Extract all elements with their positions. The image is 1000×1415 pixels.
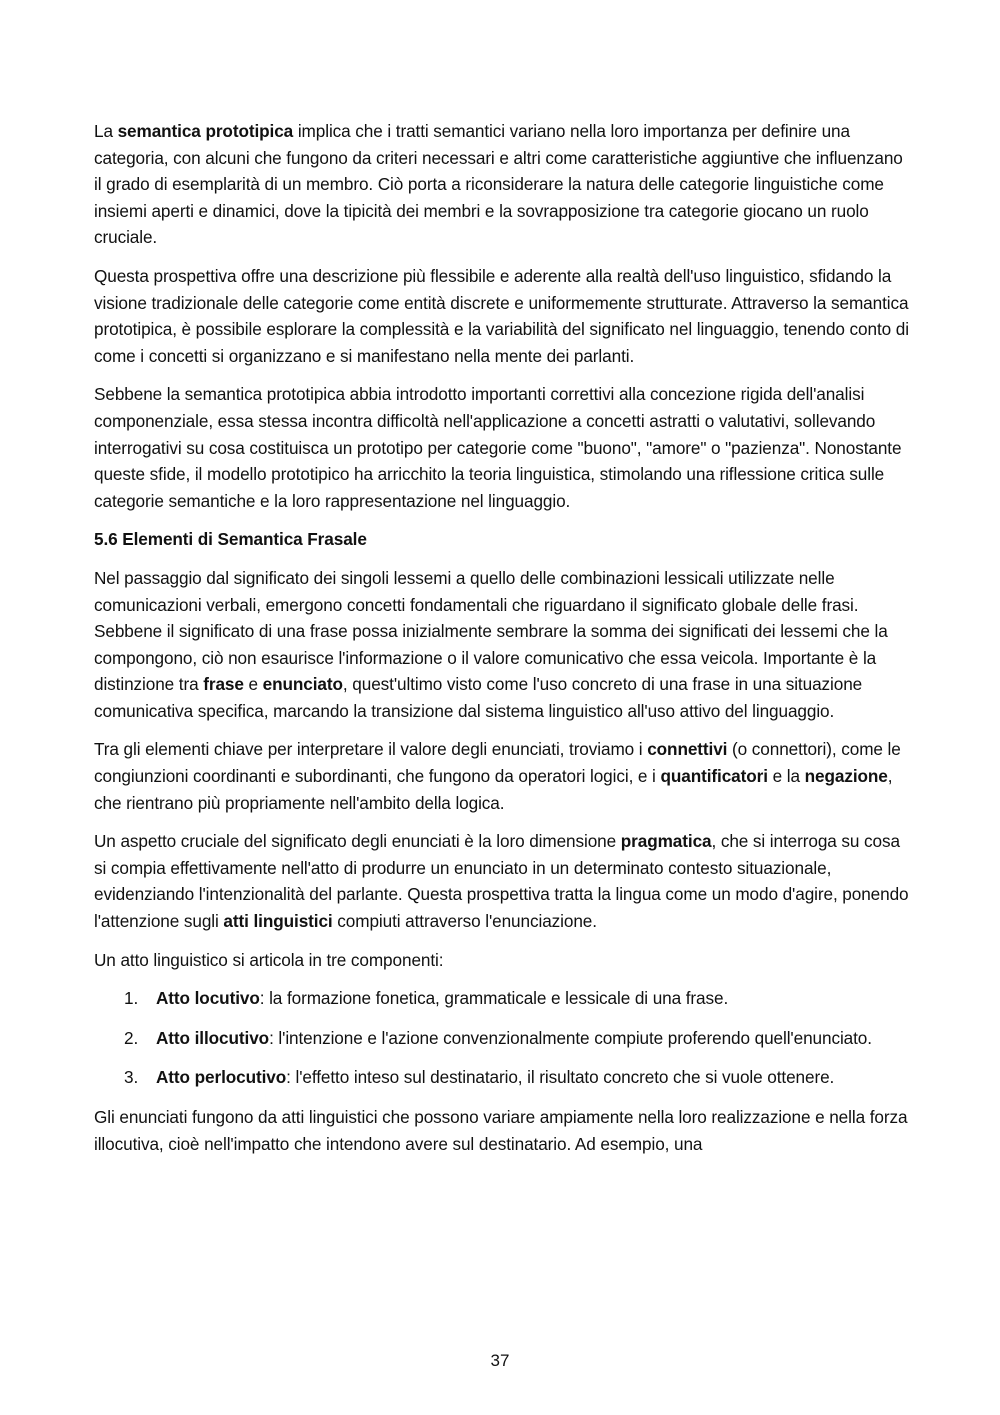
list-number: 2.	[124, 1027, 139, 1048]
bold-term: Atto illocutivo	[156, 1027, 270, 1048]
bold-term: connettivi	[647, 739, 728, 760]
bold-term: quantificatori	[660, 766, 768, 787]
bold-term: frase	[203, 674, 244, 695]
text-run: e la	[767, 766, 805, 787]
text-run: Un aspetto cruciale del significato degli enunciati è la loro dimensione	[94, 831, 621, 852]
text-run: : la formazione fonetica, grammaticale e lessicale di una frase.	[259, 988, 729, 1009]
paragraph-limits: Sebbene la semantica prototipica abbia introdotto importanti correttivi alla concezione rigida dell'analisi componenziale, essa stessa incontra difficoltà nell'applicazione a concetti astratti o valutativi, sollevando interrogativi su cosa costituisca un prototipo per categorie come "buono", "amore" o "pazienza". Nonostante queste sfide, il modello prototipico ha arricchito la teoria linguistica, stimolando una riflessione critica sulle categorie semantiche e la loro rappresentazione nel linguaggio.	[94, 384, 902, 511]
page-number: 37	[490, 1351, 510, 1370]
text-run: : l'intenzione e l'azione convenzionalmente compiute proferendo quell'enunciato.	[269, 1027, 872, 1048]
list-number: 3.	[124, 1067, 139, 1088]
list-number: 1.	[124, 988, 139, 1009]
text-run: , che rientrano più propriamente nell'ambito della logica.	[94, 766, 893, 813]
bold-term: atti linguistici	[223, 911, 333, 932]
paragraph-prototype-semantics	[94, 118, 909, 251]
bold-term: pragmatica	[620, 831, 712, 852]
paragraph-pragmatics	[94, 828, 909, 934]
text-run: : l'effetto inteso sul destinatario, il risultato concreto che si vuole ottenere.	[286, 1067, 835, 1088]
text-run: , che si interroga su cosa si compia effettivamente nell'atto di produrre un enunciato in un determinato contesto situazionale, evidenziando l'intenzionalità del parlante. Questa prospettiva tratta la lingua come un modo d'agire, ponendo l'attenzione sugli	[94, 831, 909, 932]
text-run: Tra gli elementi chiave per interpretare il valore degli enunciati, troviamo i	[94, 739, 648, 760]
speech-act-list	[94, 985, 909, 1091]
text-run: compiuti attraverso l'enunciazione.	[332, 911, 597, 932]
document-body	[94, 118, 909, 1169]
paragraph-connectives	[94, 736, 909, 816]
list-item	[94, 985, 909, 1012]
bold-term: Atto locutivo	[156, 988, 260, 1009]
text-run: implica che i tratti semantici variano nella loro importanza per definire una categoria, con alcuni che fungono da criteri necessari e altri come caratteristiche aggiuntive che influenzano il grado di esemplarità di un membro. Ciò porta a riconsiderare la natura delle categorie linguistiche come insiemi aperti e dinamici, dove la tipicità dei membri e la sovrapposizione tra categorie giocano un ruolo cruciale.	[94, 121, 903, 248]
text-run: (o connettori), come le congiunzioni coordinanti e subordinanti, che fungono da operatori logici, e i	[94, 739, 901, 787]
list-item	[94, 1025, 909, 1052]
bold-term: semantica prototipica	[117, 121, 294, 141]
paragraph-perspective: Questa prospettiva offre una descrizione più flessibile e aderente alla realtà dell'uso linguistico, sfidando la visione tradizionale delle categorie come entità discrete e uniformemente strutturate. Attraverso la semantica prototipica, è possibile esplorare la complessità e la variabilità del significato nel linguaggio, tenendo conto di come i concetti si organizzano e si manifestano nella mente dei parlanti.	[94, 265, 909, 366]
list-item	[94, 1064, 909, 1091]
text-run: e	[243, 674, 263, 695]
section-heading: 5.6 Elementi di Semantica Frasale	[94, 529, 367, 550]
text-run: La	[94, 121, 118, 141]
bold-term: enunciato	[262, 674, 343, 695]
bold-term: negazione	[804, 766, 888, 787]
bold-term: Atto perlocutivo	[156, 1067, 287, 1088]
text-run: Nel passaggio dal significato dei singoli lessemi a quello delle combinazioni lessicali utilizzate nelle comunicazioni verbali, emergono concetti fondamentali che riguardano il significato globale delle frasi. Sebbene il significato di una frase possa inizialmente sembrare la somma dei significati dei lessemi che la compongono, ciò non esaurisce l'informazione o il valore comunicativo che essa veicola. Importante è la distinzione tra	[94, 567, 888, 695]
paragraph-sentence-meaning	[94, 565, 909, 725]
paragraph-illocutionary-force: Gli enunciati fungono da atti linguistici che possono variare ampiamente nella loro realizzazione e nella forza illocutiva, cioè nell'impatto che intendono avere sul destinatario. Ad esempio, una	[94, 1107, 908, 1154]
paragraph-components-intro: Un atto linguistico si articola in tre componenti:	[94, 949, 444, 970]
text-run: , quest'ultimo visto come l'uso concreto di una frase in una situazione comunicativa specifica, marcando la transizione dal sistema linguistico all'uso attivo del linguaggio.	[94, 674, 863, 721]
